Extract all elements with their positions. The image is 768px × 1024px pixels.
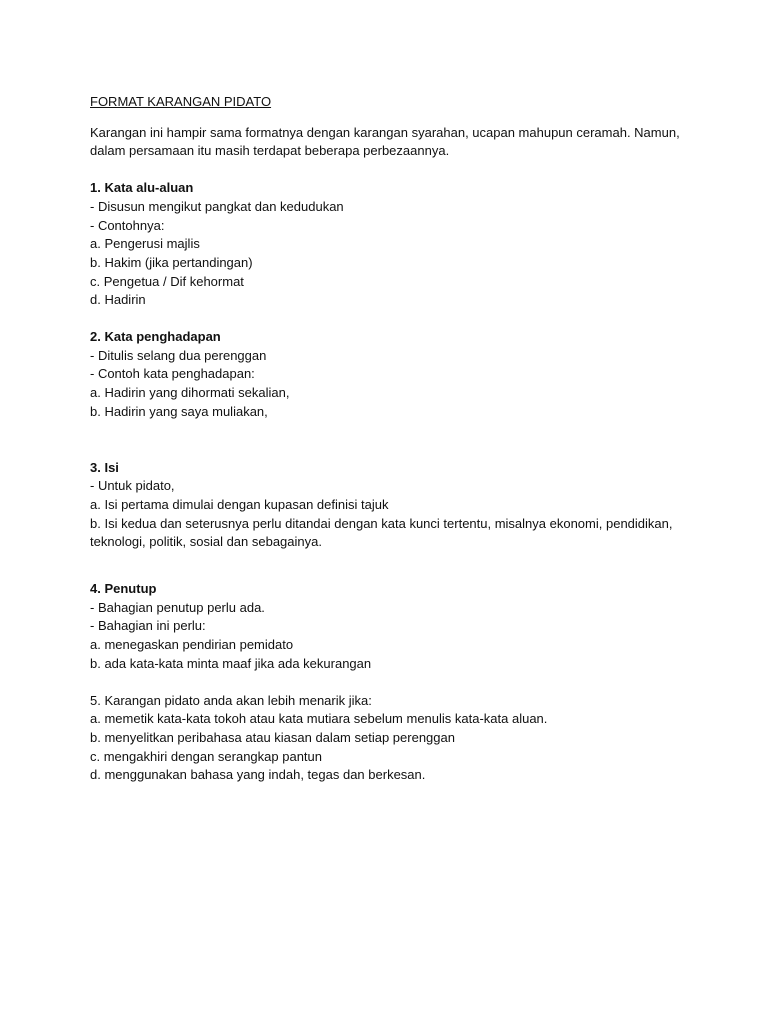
- section-line: - Bahagian penutup perlu ada.: [90, 599, 265, 615]
- section-line: b. menyelitkan peribahasa atau kiasan dalam setiap perenggan: [90, 729, 455, 745]
- section-line: a. Isi pertama dimulai dengan kupasan definisi tajuk: [90, 496, 389, 512]
- section-line: a. menegaskan pendirian pemidato: [90, 637, 294, 653]
- section-line: c. mengakhiri dengan serangkap pantun: [90, 748, 322, 764]
- section-tips: [90, 692, 690, 786]
- section-line: d. menggunakan bahasa yang indah, tegas dan berkesan.: [90, 767, 426, 783]
- section-heading: 2. Kata penghadapan: [90, 329, 221, 345]
- section-line: - Contohnya:: [90, 217, 165, 233]
- section-line: - Bahagian ini perlu:: [90, 618, 206, 634]
- document-page: [90, 93, 690, 803]
- section-line: a. Pengerusi majlis: [90, 236, 200, 252]
- section-line: a. Hadirin yang dihormati sekalian,: [90, 385, 290, 401]
- section-heading: 4. Penutup: [90, 581, 157, 597]
- section-line: - Untuk pidato,: [90, 478, 175, 494]
- section-isi: [90, 459, 690, 553]
- section-line: - Contoh kata penghadapan:: [90, 366, 255, 382]
- section-kata-penghadapan: [90, 328, 690, 422]
- section-line: a. memetik kata-kata tokoh atau kata mutiara sebelum menulis kata-kata aluan.: [90, 711, 548, 727]
- section-line: b. Isi kedua dan seterusnya perlu ditandai dengan kata kunci tertentu, misalnya ekonomi, pendidikan, teknologi, politik, sosial dan sebagainya.: [90, 515, 673, 550]
- document-title: FORMAT KARANGAN PIDATO: [90, 94, 272, 109]
- section-heading: 5. Karangan pidato anda akan lebih menarik jika:: [90, 692, 372, 708]
- section-line: d. Hadirin: [90, 292, 146, 308]
- section-line: b. Hadirin yang saya muliakan,: [90, 403, 268, 419]
- section-line: c. Pengetua / Dif kehormat: [90, 273, 244, 289]
- section-line: b. ada kata-kata minta maaf jika ada kekurangan: [90, 655, 372, 671]
- intro-paragraph: Karangan ini hampir sama formatnya dengan karangan syarahan, ucapan mahupun ceramah. Namun, dalam persamaan itu masih terdapat beberapa perbezaannya.: [90, 124, 680, 159]
- section-kata-alu-aluan: [90, 179, 690, 310]
- section-penutup: [90, 580, 690, 674]
- section-line: - Disusun mengikut pangkat dan kedudukan: [90, 198, 344, 214]
- section-heading: 1. Kata alu-aluan: [90, 180, 194, 196]
- section-line: b. Hakim (jika pertandingan): [90, 254, 253, 270]
- section-line: - Ditulis selang dua perenggan: [90, 347, 267, 363]
- section-heading: 3. Isi: [90, 459, 119, 475]
